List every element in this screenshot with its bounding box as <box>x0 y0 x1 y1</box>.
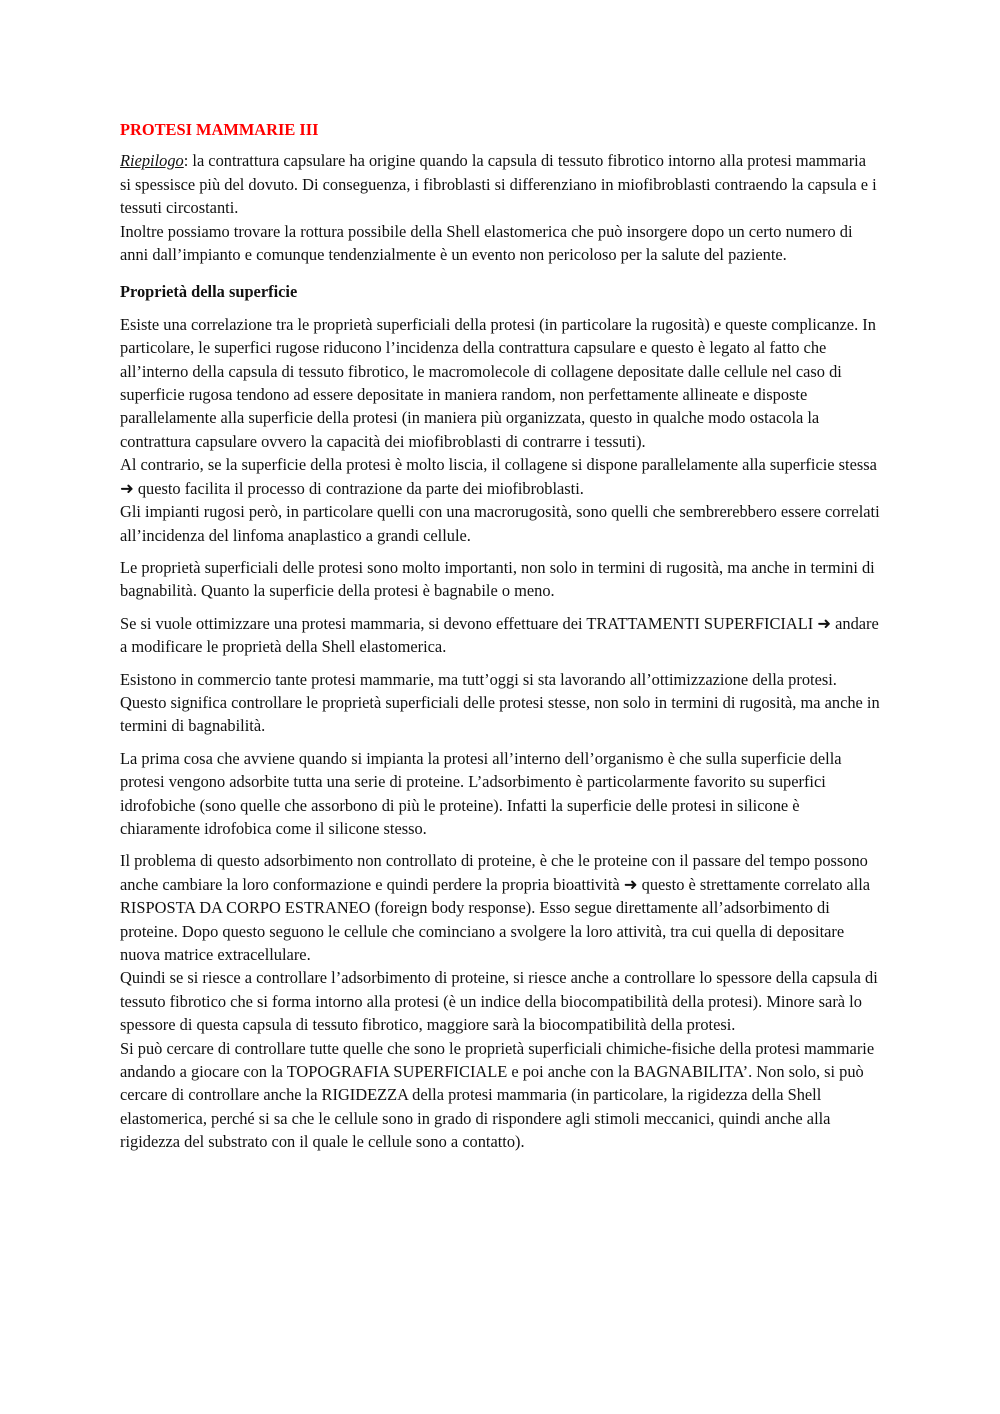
paragraph-4: Esistono in commercio tante protesi mammarie, ma tutt’oggi si sta lavorando all’ottimizzazione della protesi. Questo significa controllare le proprietà superficiali delle protesi stesse, non solo in termini di rugosità, ma anche in termini di bagnabilità. <box>120 669 880 736</box>
intro-paragraph-2: Inoltre possiamo trovare la rottura possibile della Shell elastomerica che può insorgere dopo un certo numero di anni dall’impianto e comunque tendenzialmente è un evento non pericoloso per la salute del paziente. <box>120 221 853 265</box>
intro-text: : la contrattura capsulare ha origine quando la capsula di tessuto fibrotico intorno alla protesi mammaria si spessisce più del dovuto. Di conseguenza, i fibroblasti si differenziano in miofibroblasti contraendo la capsula e i tessuti circostanti. <box>120 151 877 218</box>
paragraph-6b: Quindi se si riesce a controllare l’adsorbimento di proteine, si riesce anche a controllare lo spessore della capsula di tessuto fibrotico che si forma intorno alla protesi (è un indice della biocompatibilità della protesi). Minore sarà lo spessore di questa capsula di tessuto fibrotico, maggiore sarà la biocompatibilità della protesi. <box>120 968 878 1035</box>
paragraph-5: La prima cosa che avviene quando si impianta la protesi all’interno dell’organismo è che sulla superficie della protesi vengono adsorbite tutta una serie di proteine. L’adsorbimento è particolarmente favorito su superfici idrofobiche (sono quelle che assorbono di più le proteine). Infatti la superficie delle protesi in silicone è chiaramente idrofobica come il silicone stesso. <box>120 748 842 838</box>
paragraph-1c: Gli impianti rugosi però, in particolare quelli con una macrorugosità, sono quelli che sembrerebbero essere correlati all’incidenza del linfoma anaplastico a grandi cellule. <box>120 502 880 545</box>
intro-paragraph <box>120 149 880 219</box>
paragraph-3: Se si vuole ottimizzare una protesi mammaria, si devono effettuare dei TRATTAMENTI SUPERFICIALI ➜ andare a modificare le proprietà della Shell elastomerica. <box>120 613 879 657</box>
intro-label: Riepilogo <box>120 151 184 171</box>
section-heading: Proprietà della superficie <box>120 282 298 302</box>
paragraph-6c: Si può cercare di controllare tutte quelle che sono le proprietà superficiali chimiche-fisiche della protesi mammarie andando a giocare con la TOPOGRAFIA SUPERFICIALE e poi anche con la BAGNABILITA’. Non solo, si può cercare di controllare anche la RIGIDEZZA della protesi mammaria (in particolare, la rigidezza della Shell elastomerica, perché si sa che le cellule sono in grado di rispondere agli stimoli meccanici, quindi anche alla rigidezza del substrato con il quale le cellule sono a contatto). <box>120 1038 875 1152</box>
paragraph-6a: Il problema di questo adsorbimento non controllato di proteine, è che le proteine con il passare del tempo possono anche cambiare la loro conformazione e quindi perdere la propria bioattività ➜ questo è strettamente correlato alla RISPOSTA DA CORPO ESTRANEO (foreign body response). Esso segue direttamente all’adsorbimento di proteine. Dopo questo seguono le cellule che cominciano a svolgere la loro attività, tra cui quella di depositare nuova matrice extracellulare. <box>120 851 871 964</box>
document-page <box>120 118 880 1154</box>
document-title: PROTESI MAMMARIE III <box>120 120 319 139</box>
paragraph-1a: Esiste una correlazione tra le proprietà superficiali della protesi (in particolare la rugosità) e queste complicanze. In particolare, le superfici rugose riducono l’incidenza della contrattura capsulare e questo è legato al fatto che all’interno della capsula di tessuto fibrotico, le macromolecole di collagene depositate dalle cellule nel caso di superficie rugosa tendono ad essere depositate in maniera random, non perfettamente allineate e disposte parallelamente alla superficie della protesi (in maniera più organizzata, questo in qualche modo ostacola la contrattura capsulare ovvero la capacità dei miofibroblasti di contrarre i tessuti). <box>120 314 876 451</box>
paragraph-1b: Al contrario, se la superficie della protesi è molto liscia, il collagene si dispone parallelamente alla superficie stessa ➜ questo facilita il processo di contrazione da parte dei miofibroblasti. <box>120 455 877 498</box>
paragraph-2: Le proprietà superficiali delle protesi sono molto importanti, non solo in termini di rugosità, ma anche in termini di bagnabilità. Quanto la superficie della protesi è bagnabile o meno. <box>120 557 875 601</box>
